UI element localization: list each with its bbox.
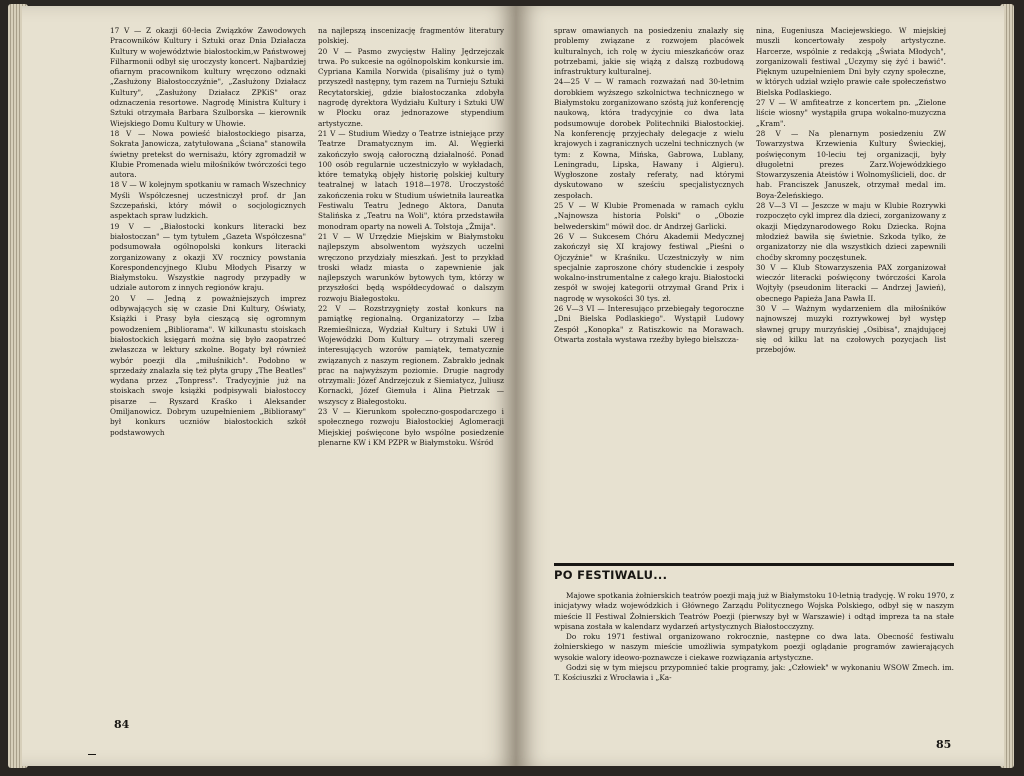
- entry: 30 V — Ważnym wydarzeniem dla miłośników najnowszej muzyki rozrywkowej był występ sławnej grupy murzyńskiej „Osibisa", znajdującej się od kilku lat na czołowych pozycjach list przebojów.: [756, 304, 946, 355]
- entry: na najlepszą inscenizację fragmentów literatury polskiej.: [318, 26, 504, 46]
- entry: 18 V — W kolejnym spotkaniu w ramach Wszechnicy Myśli Współczesnej uczestniczył prof. dr Jan Szczepański, który mówił o socjologicznych aspektach spraw ludzkich.: [110, 180, 306, 221]
- entry: spraw omawianych na posiedzeniu znalazły się problemy związane z rozwojem placówek kulturalnych, ich rolę w życiu mieszkańców oraz potrzebami, jakie się wiążą z dalszą rozbudową infrastruktury kulturalnej.: [554, 26, 744, 77]
- entry: 20 V — Jedną z poważniejszych imprez odbywających się w czasie Dni Kultury, Oświaty, Książki i Prasy była cieszącą się ogromnym powodzeniem „Biblioramа". W kilkunastu stoiskach białostockich księgarń można się było zaopatrzeć zwłaszcza w lekturу szkolne. Bogaty był również wybór poezji dla „miłuśnikich". Podobno w sprzedaży znalazła się też płyta grupy „The Beatles" wydana przez „Tonpress". Tradycyjnie już na stoiskach swoje książki podpisywali białostoccy pisarze — Ryszard Kraśko i Aleksander Omiljanowicz. Dobrym uzupełnieniem „Bibliorамy" był konkurs uczniów białostockich szkół podstawowych: [110, 293, 306, 437]
- entry: 22 V — Rozstrzygnięty został konkurs na pamiątkę regionalną. Organizatorzy — Izba Rzemieślnicza, Wydział Kultury i Sztuki UW i Wojewódzki Dom Kultury — otrzymali szereg interesujących wzorów pamiątek, tematycznie związanych z naszym regionem. Zabrakło jednak prac na najwyższym poziomie. Drugie nagrody otrzymali: Józef Andrzejczuk z Siemiatycz, Juliusz Kornacki, Józef Giemuła i Alina Pietrzak — wszyscy z Białegostoku.: [318, 304, 504, 406]
- entry: 30 V — Klub Stowarzyszenia PAX zorganizował wieczór literacki poświęcony twórczości Karola Wojtyły (pseudonim literacki — Andrzej Jawień), obecnego Papieża Jana Pawła II.: [756, 262, 946, 303]
- feature-paragraph: Godzi się w tym miejscu przypomnieć takie programy, jak: „Człowiek" w wykonaniu WSOW Zmech. im. T. Kościuszki z Wrocławia i „Ka-: [554, 663, 954, 683]
- entry: 19 V — „Białostocki konkurs literacki bez białostoczan" — tym tytułem „Gazeta Współczesna" podsumowała ogólnopolski konkurs literacki zorganizowany z okazji XV rocznicy powstania Korespondencyjnego Klubu Młodych Pisarzy w Białymstoku. Wszystkie nagrody przypadły w udziale autorom z innych regionów kraju.: [110, 221, 306, 293]
- entry: 17 V — Z okazji 60-lecia Związków Zawodowych Pracowników Kultury i Sztuki oraz Dnia Działacza Kultury w województwie białostockim,w Państwowej Filharmonii odbył się uroczysty koncert. Najbardziej ofiarnym pracownikom kultury wręczono odznaki „Zasłużony Białostocczyźnie", „Zasłużony Działacz Kultury", „Zasłużony Działacz ZPKiS" oraz odznaczenia resortowe. Nagrodę Ministra Kultury i Sztuki otrzymała Barbara Szulborska — kierownik Wiejskiego Domu Kultury w Uhowie.: [110, 26, 306, 128]
- entry: 28 V—3 VI — Jeszcze w maju w Klubie Rozrywki rozpoczęto cykl imprez dla dzieci, zorganizowany z okazji Międzynarodowego Roku Dziecka. Rojna młodzież bawiła się świetnie. Szkoda tylko, że organizatorzy nie dla wszystkich dzieci zapewnili choćby skromny poczęstunek.: [756, 201, 946, 262]
- feature-title: PO FESTIWALU...: [554, 568, 668, 582]
- entry: 28 V — Na plenarnym posiedzeniu ZW Towarzystwa Krzewienia Kultury Świeckiej, poświęconym 10-leciu tej organizacji, były długoletni prezes Zarz.Wojewódzkiego Stowarzyszenia Ateistów i Wolnomyślicieli, doc. dr hab. Franciszek Januszek, otrzymał medal im. Boya-Żeleńskiego.: [756, 128, 946, 200]
- feature-body: [554, 591, 954, 684]
- right-page: [516, 6, 1004, 766]
- page-number: 85: [936, 738, 952, 751]
- right-column-2: [756, 26, 946, 562]
- section-divider: [554, 563, 954, 566]
- entry: 27 V — W amfiteatrze z koncertem pn. „Zielone liście wiosny" wystąpiła grupa wokalno-muzyczna „Kram".: [756, 98, 946, 128]
- entry: 26 V—3 VI — Interesująco przebiegały tegoroczne „Dni Bielska Podlaskiego". Wystąpił Ludowy Zespół „Konopka" z Ratiszkowic na Morawach. Otwarta została wystawa rzeźby byłego bielszczа-: [554, 304, 744, 344]
- entry: 25 V — W Klubie Promenada w ramach cyklu „Najnowsza historia Polski" o „Obozie belwederskim" mówił doc. dr Andrzej Garlicki.: [554, 201, 744, 231]
- entry: 26 V — Sukcesem Chóru Akademii Medycznej zakończył się XI krajowy festiwal „Pieśni o Ojczyźnie" w Kraśniku. Uczestniczyły w nim specjalnie zaproszone chóry studenckie i zespoły wokalno-instrumentalne z całego kraju. Białostocki zespół w swojej kategorii otrzymał Grand Prix i nagrodę w wysokości 30 tys. zł.: [554, 231, 744, 303]
- left-column-1: [110, 26, 306, 714]
- print-mark: [88, 754, 96, 755]
- entry: 21 V — Studium Wiedzy o Teatrze istniejące przy Teatrze Dramatycznym im. Al. Węgierki zakończyło swoją całoroczną działalność. Ponad 100 osób regularnie uczestniczyło w wykładach, które tematyką objęły historię polskiej kultury teatralnej w latach 1918—1978. Uroczystość zakończenia roku w Studium uświetniła laureatka Festiwalu Teatru Jednego Aktora, Danuta Stalińska z „Teatru na Woli", która przedstawiła monodram oparty na noweli A. Tołstoja „Żmija".: [318, 128, 504, 231]
- entry: 18 V — Nowa powieść białostockiego pisarza, Sokrata Janowicza, zatytułowana „Ściana" stanowiła świetny pretekst do wernisażu, który zgromadził w Klubie Promenada wielu miłośników twórczości tego autora.: [110, 128, 306, 180]
- feature-paragraph: Do roku 1971 festiwal organizowano rokrocznie, następne co dwa lata. Obecność festiwalu żołnierskiego w naszym mieście umożliwia sympatykom poezji oglądanie programów zawierających wysokie walory ideowo-poznawcze i ciekawe rozwiązania artystyczne.: [554, 632, 954, 662]
- entry: nina, Eugeniusza Maciejewskiego. W miejskiej muszli koncertowały zespoły artystyczne. Harcerze, wspólnie z redakcją „Świata Młodych", zorganizowali festiwal „Uczymy się żyć i bawić". Pięknym uzupełnieniem Dni były czyny społeczne, w których udział wzięło prawie całe społeczeństwo Bielska Podlaskiego.: [756, 26, 946, 97]
- left-page: [22, 6, 516, 766]
- entry: 21 V — W Urzędzie Miejskim w Białymstoku najlepszym absolwentom wyższych uczelni wręczono przydziały mieszkań. Jest to przykład troski władz miasta o zapewnienie jak najlepszych warunków bytowych tym, którzy w przyszłości będą współdecydować o dalszym rozwoju Białegostoku.: [318, 231, 504, 303]
- entry: 24—25 V — W ramach rozważań nad 30-letnim dorobkiem wyższego szkolnictwa technicznego w Białymstoku zorganizowano szóstą już konferencję naukową, która tradycyjnie co dwa lata podsumowuje dorobek Politechniki Białostockiej. Na konferencję przyjechały delegacje z wielu krajowych i zagranicznych uczelni technicznych (w tym: z Kowna, Mińska, Gabrowa, Lublany, Leningradu, Lipska, Hawany i Algieru). Wygłoszone zostały referaty, nad którymi dyskutowano w sześciu specjalistycznych zespołach.: [554, 77, 744, 200]
- left-column-2: [318, 26, 504, 714]
- page-number: 84: [114, 718, 130, 731]
- entry: 20 V — Pasmo zwycięstw Haliny Jędrzejczak trwa. Po sukcesie na ogólnopolskim konkursie im. Cypriana Kamila Norwida (pisaliśmy już o tym) przyszedł następny, tym razem na Turnieju Sztuki Recytatorskiej, gdzie białostoczanka zdobyła nagrodę dyrektora Wydziału Kultury i Sztuki UW w Płocku oraz jednorazowe stypendium artystyczne.: [318, 46, 504, 128]
- feature-paragraph: Majowe spotkania żołnierskich teatrów poezji mają już w Białymstoku 10-letnią tradycję. W roku 1970, z inicjatywy władz wojewódzkich i Głównego Zarządu Politycznego Wojska Polskiego, odbył się w naszym mieście II Festiwal Żołnierskich Teatrów Poezji (pierwszy był w Warszawie) i odtąd impreza ta na stałe wpisana została w kalendarz wydarzeń artystycznych Białostocczyzny.: [554, 591, 954, 631]
- feature-article: [554, 568, 954, 684]
- right-column-1: [554, 26, 744, 562]
- entry: 23 V — Kierunkom społeczno-gospodarczego i społecznego rozwoju Białostockiej Aglomeracji Miejskiej poświęcone było wspólne posiedzenie plenarne KW i KM PZPR w Białymstoku. Wśród: [318, 406, 504, 447]
